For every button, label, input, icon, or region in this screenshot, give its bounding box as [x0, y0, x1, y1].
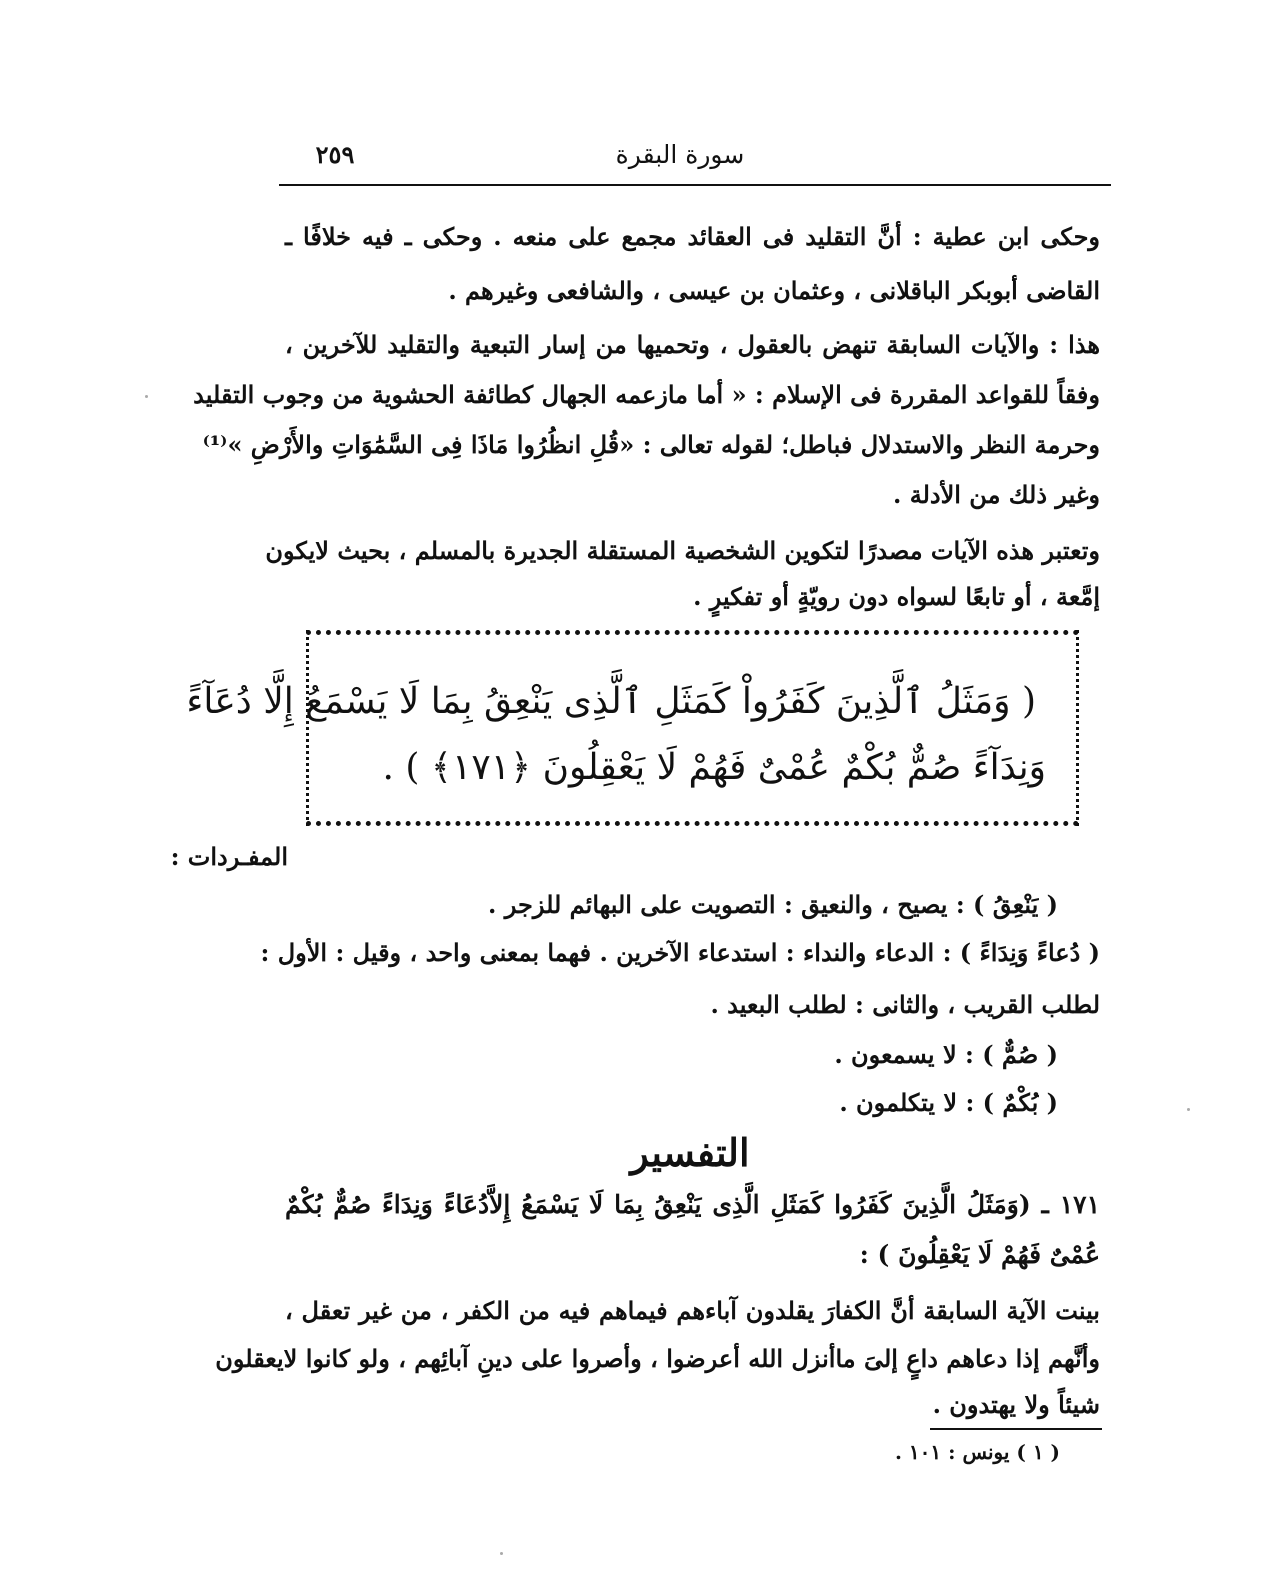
text-line: وفقاً للقواعد المقررة فى الإسلام : « أما مازعمه الجهال كطائفة الحشوية من وجوب التقليد	[193, 380, 1100, 409]
vocab-line: ( صُمٌّ ) : لا يسمعون .	[834, 1040, 1058, 1069]
header-rule	[279, 184, 1111, 186]
tafsir-verse-line: عُمْىٌ فَهُمْ لَا يَعْقِلُونَ ) :	[859, 1240, 1100, 1269]
verse-line: وَنِدَآءً صُمٌّ بُكْمٌ عُمْىٌ فَهُمْ لَا يَعْقِلُونَ ﴿١٧١﴾ ) .	[382, 747, 1046, 788]
vocab-line: لطلب القريب ، والثانى : لطلب البعيد .	[710, 990, 1100, 1019]
text-line: وتعتبر هذه الآيات مصدرًا لتكوين الشخصية المستقلة الجديرة بالمسلم ، بحيث لايكون	[265, 536, 1100, 565]
scan-speck	[145, 395, 148, 398]
text-line: هذا : والآيات السابقة تنهض بالعقول ، وتحميها من إسار التبعية والتقليد للآخرين ،	[285, 330, 1101, 359]
tafsir-body-line: وأنَّهم إذا دعاهم داعٍ إلىَ ماأنزل الله أعرضوا ، وأصروا على دينِ آبائِهم ، ولو كانوا لايعقلون	[215, 1344, 1100, 1373]
footnote-rule	[930, 1428, 1102, 1430]
footnote: ( ١ ) يونس : ١٠١ .	[894, 1440, 1060, 1464]
tafsir-body-line: شيئاً ولا يهتدون .	[932, 1390, 1100, 1419]
text-line: إمَّعة ، أو تابعًا لسواه دون رويّةٍ أو تفكيرٍ .	[693, 582, 1100, 611]
verse-line: ( وَمَثَلُ ٱلَّذِينَ كَفَرُواْ كَمَثَلِ ٱلَّذِى يَنْعِقُ بِمَا لَا يَسْمَعُ إِلَّا دُعَآءً	[186, 681, 1036, 722]
tafsir-verse-line: ١٧١ ـ (وَمَثَلُ الَّذِينَ كَفَرُوا كَمَثَلِ الَّذِى يَنْعِقُ بِمَا لَا يَسْمَعُ إِلاَّدُعَاءً وَنِدَاءً صُمٌّ بُكْمٌ	[285, 1190, 1101, 1219]
text-line: وغير ذلك من الأدلة .	[893, 480, 1100, 509]
scan-speck	[1187, 1108, 1190, 1111]
verse-frame	[186, 630, 1079, 826]
tafsir-body-line: بينت الآية السابقة أنَّ الكفارَ يقلدون آباءهم فيماهم فيه من الكفر ، من غير تعقل ،	[285, 1296, 1100, 1325]
vocab-title: المفـردات :	[170, 842, 288, 871]
vocab-line: ( بُكْمٌ ) : لا يتكلمون .	[839, 1088, 1058, 1117]
scan-speck	[500, 1552, 503, 1555]
text-line: وحرمة النظر والاستدلال فباطل؛ لقوله تعالى : «قُلِ انظُرُوا مَاذَا فِى السَّمَٰوَاتِ والأَرْضِ »⁽¹⁾	[202, 430, 1100, 459]
vocab-line: ( دُعاءً وَنِدَاءً ) : الدعاء والنداء : استدعاء الآخرين . فهما بمعنى واحد ، وقيل : الأول :	[260, 938, 1100, 967]
text-line: وحكى ابن عطية : أنَّ التقليد فى العقائد مجمع على منعه . وحكى ـ فيه خلافًا ـ	[285, 222, 1100, 251]
section-heading: التفسير	[630, 1130, 750, 1175]
vocab-line: ( يَنْعِقُ ) : يصيح ، والنعيق : التصويت على البهائم للزجر .	[488, 890, 1058, 919]
text-line: القاضى أبوبكر الباقلانى ، وعثمان بن عيسى ، والشافعى وغيرهم .	[448, 276, 1100, 305]
page-number: ٢٥٩	[315, 140, 355, 169]
surah-title: سورة البقرة	[615, 140, 745, 169]
